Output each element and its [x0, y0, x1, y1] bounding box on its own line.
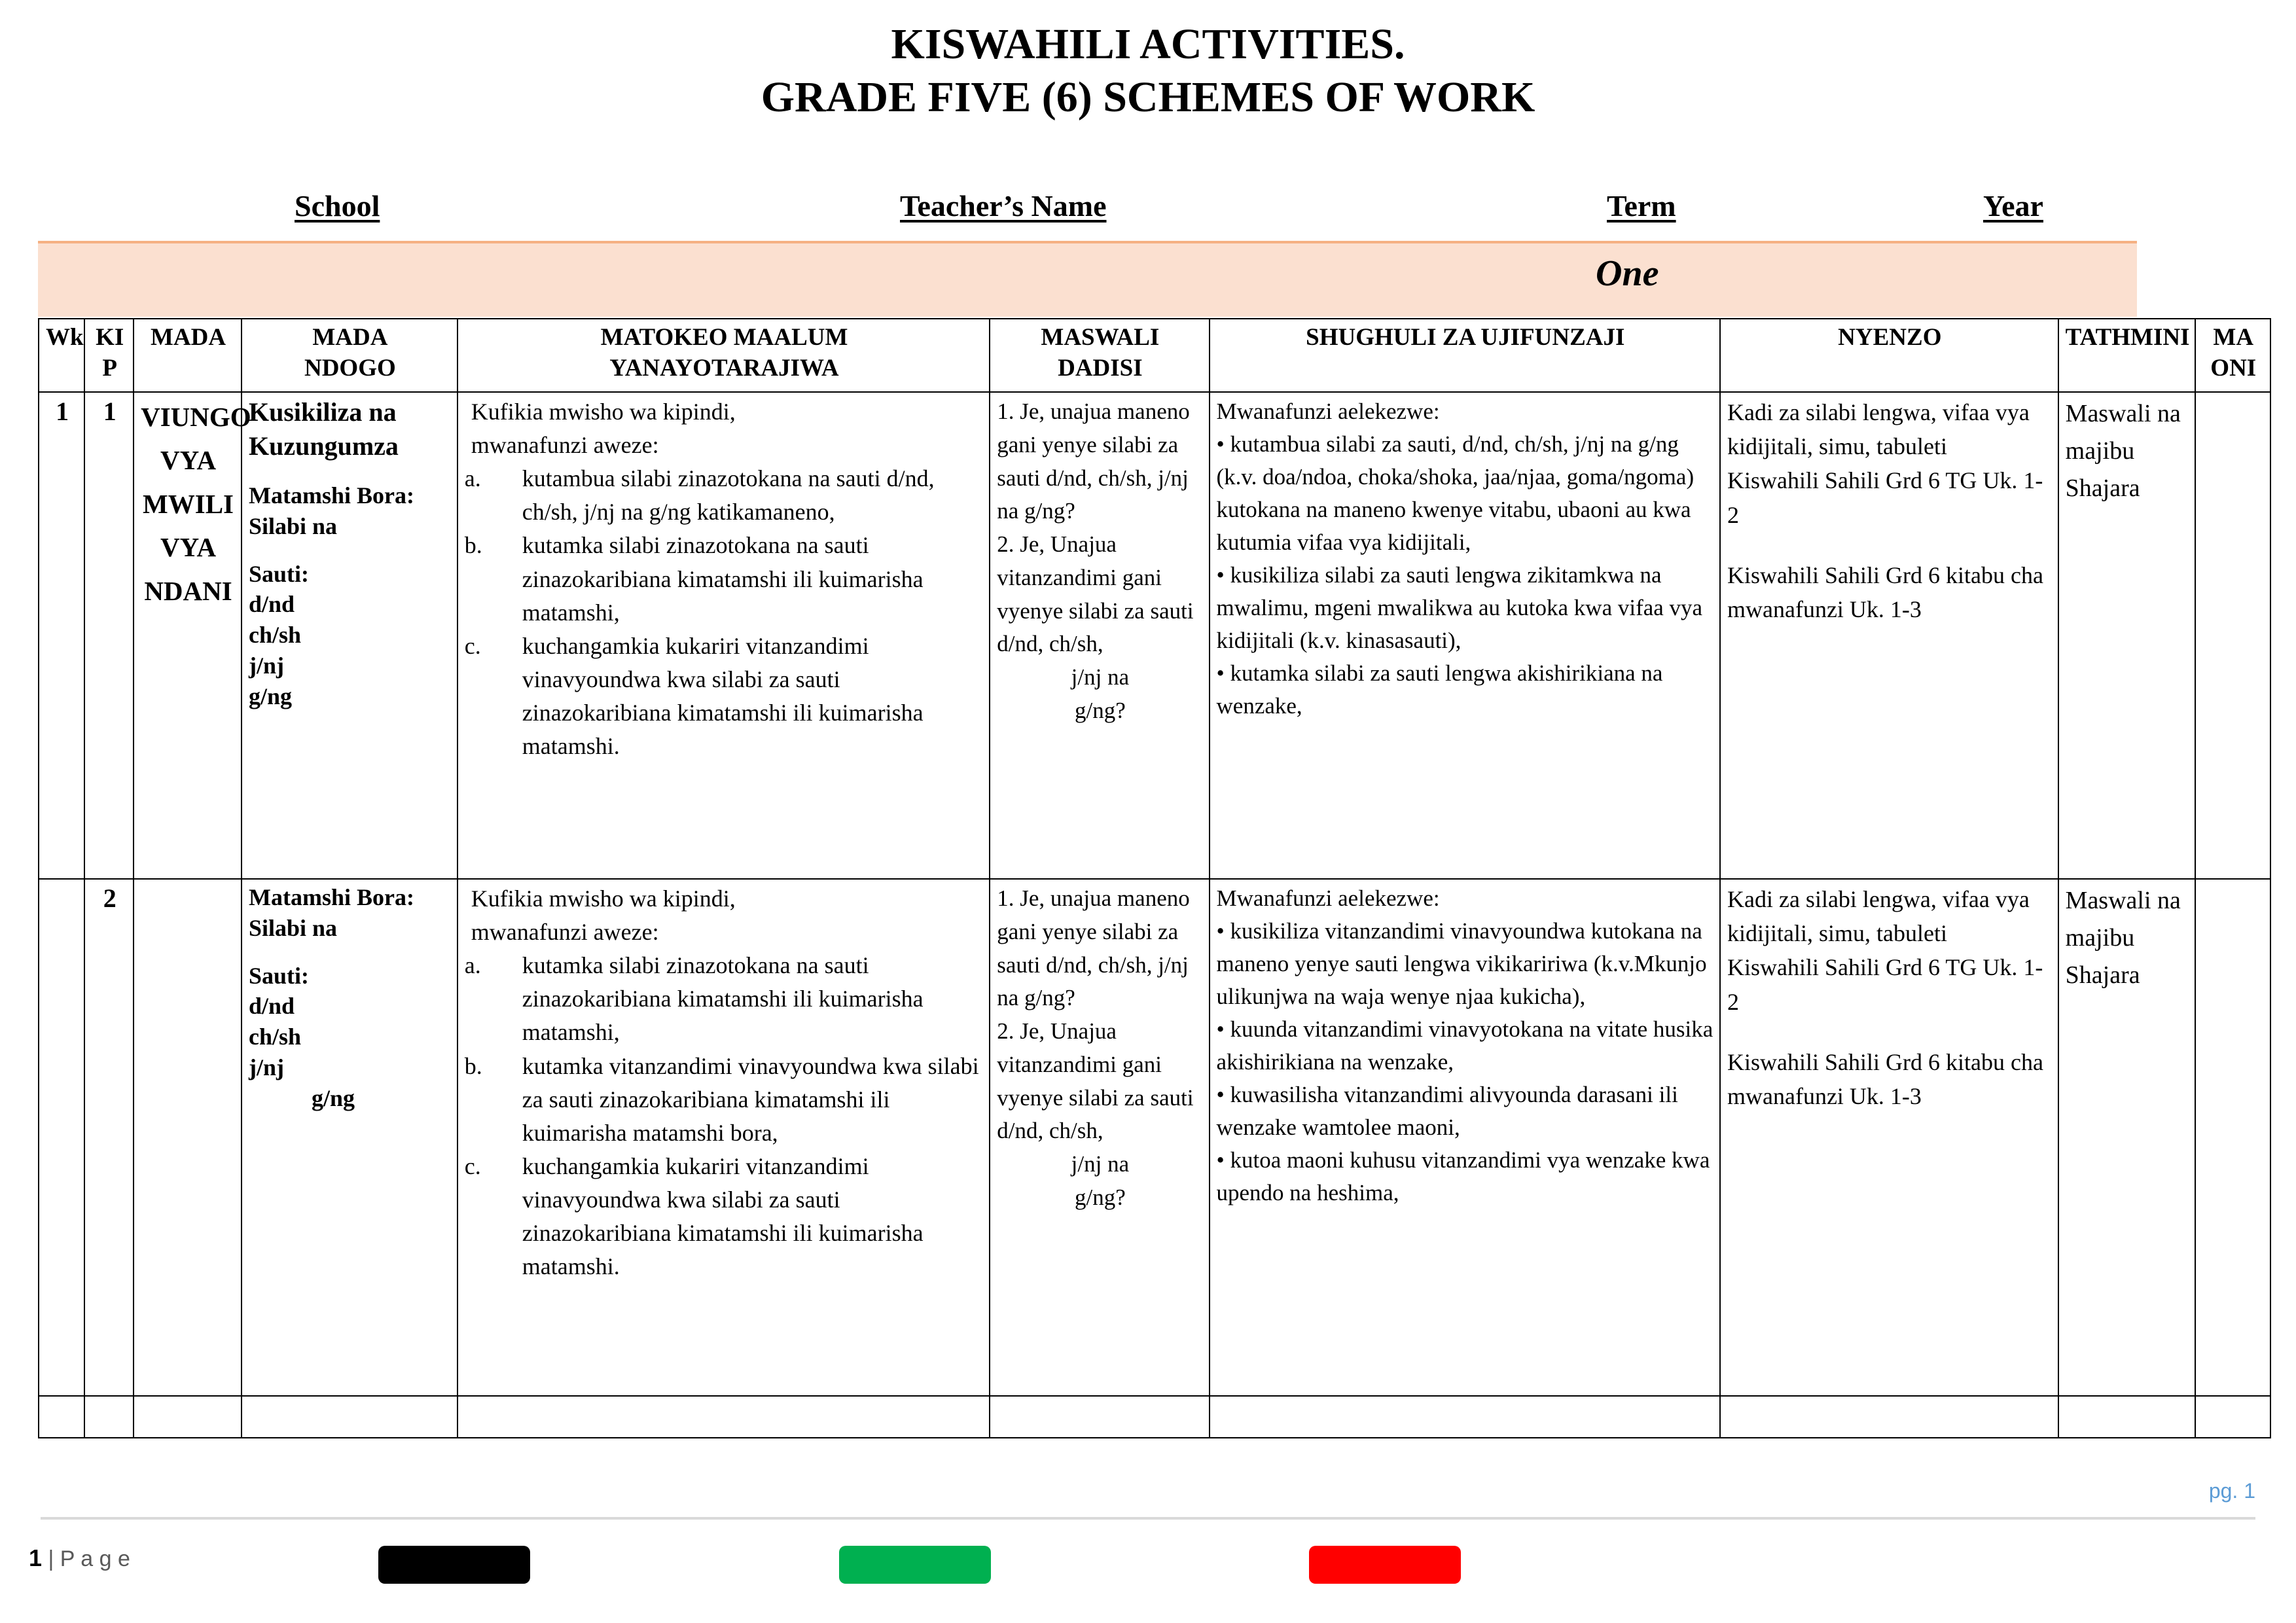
list-item — [465, 1050, 984, 1150]
ndogo-sub-1b: Silabi na — [248, 914, 338, 941]
spacer — [249, 463, 452, 480]
cell-mada-ndogo — [242, 879, 457, 1396]
cell-kip: 1 — [84, 392, 134, 879]
nyenzo-line: Kadi za silabi lengwa, vifaa vya kidijitali, simu, tabuleti — [1727, 399, 2030, 460]
maswali-q1: 1. Je, unajua maneno gani yenye silabi za sauti d/nd, ch/sh, j/nj na g/ng? — [997, 885, 1190, 1011]
cell-matokeo — [457, 392, 990, 879]
spacer — [1727, 1019, 2053, 1045]
cell-wk — [39, 879, 84, 1396]
ndogo-sound-4: g/ng — [311, 1084, 355, 1111]
matokeo-intro-1: Kufikia mwisho wa kipindi, — [471, 399, 736, 425]
shughuli-bullet: • kutoa maoni kuhusu vitanzandimi vya wenzake kwa upendo na heshima, — [1216, 1147, 1710, 1206]
col-header-matokeo-line2: YANAYOTARAJIWA — [609, 355, 839, 382]
cell-tathmini-empty — [2058, 1396, 2195, 1438]
list-item — [465, 529, 984, 629]
table-row — [39, 392, 2270, 879]
tathmini-line: Maswali na majibu — [2065, 400, 2181, 465]
table-body — [39, 392, 2270, 1438]
cell-kip-empty — [84, 1396, 134, 1438]
shughuli-bullet: • kutambua silabi za sauti, d/nd, ch/sh, j/nj na g/ng (k.v. doa/ndoa, choka/shoka, jaa/njaa, goma/ngoma) kutokana na maneno kwenye vitabu, ubaoni au kwa — [1216, 431, 1695, 523]
maswali-q2: 2. Je, Unajua vitanzandimi gani vyenye silabi za sauti d/nd, ch/sh, — [997, 531, 1194, 657]
matokeo-list — [465, 949, 984, 1283]
col-header-mada-label: MADA — [150, 324, 226, 351]
nyenzo-line: Kiswahili Sahili Grd 6 kitabu cha mwanafunzi Uk. 1-3 — [1727, 1048, 2043, 1109]
cell-maoni — [2195, 392, 2270, 879]
cell-shughuli — [1210, 879, 1720, 1396]
footer-divider — [41, 1517, 2255, 1520]
list-marker: b. — [464, 1052, 482, 1079]
ndogo-sub-2: Sauti: — [248, 560, 310, 587]
cell-nyenzo — [1720, 879, 2058, 1396]
nyenzo-line: Kiswahili Sahili Grd 6 kitabu cha mwanafunzi Uk. 1-3 — [1727, 562, 2043, 622]
label-year: Year — [1983, 189, 2043, 223]
nyenzo-line: Kiswahili Sahili Grd 6 TG Uk. 1-2 — [1727, 467, 2043, 528]
ndogo-sound-1: d/nd — [248, 993, 295, 1020]
matokeo-intro-1: Kufikia mwisho wa kipindi, — [471, 885, 736, 912]
list-text: kuchangamkia kukariri vitanzandimi vinavyoundwa kwa silabi za sauti zinazokaribiana kimatamshi ili kuimarisha matamshi. — [522, 1152, 924, 1280]
ndogo-sound-1: d/nd — [248, 591, 295, 618]
col-header-maswali-line1: MASWALI — [1041, 324, 1160, 351]
col-header-maoni — [2195, 319, 2270, 392]
cell-mada-ndogo — [242, 392, 457, 879]
table-row — [39, 879, 2270, 1396]
col-header-wk — [39, 319, 84, 392]
page-label-text: | P a g e — [48, 1546, 130, 1571]
matokeo-list — [465, 462, 984, 763]
col-header-kip — [84, 319, 134, 392]
cell-shughuli — [1210, 392, 1720, 879]
spacer — [1727, 532, 2053, 558]
ndogo-sound-3: j/nj — [248, 1054, 284, 1080]
header-fill-band — [38, 241, 2137, 317]
spacer — [249, 542, 452, 559]
table-header-row — [39, 319, 2270, 392]
term-value: One — [1596, 253, 1659, 294]
col-header-mada-ndogo-line1: MADA — [312, 324, 388, 351]
cell-maoni — [2195, 879, 2270, 1396]
ndogo-sound-2: ch/sh — [248, 622, 302, 649]
cell-nyenzo — [1720, 392, 2058, 879]
col-header-maswali-line2: DADISI — [1058, 355, 1143, 382]
page-note: pg. 1 — [2208, 1479, 2255, 1503]
matokeo-intro-2: mwanafunzi aweze: — [471, 919, 659, 946]
cell-maoni-empty — [2195, 1396, 2270, 1438]
label-term: Term — [1607, 189, 1676, 223]
list-item — [465, 1150, 984, 1283]
list-text: kutambua silabi zinazotokana na sauti d/nd, ch/sh, j/nj na g/ng katikamaneno, — [522, 465, 935, 526]
ndogo-heading: Kusikiliza na Kuzungumza — [248, 397, 399, 461]
document-title — [0, 0, 2296, 124]
spacer — [249, 944, 452, 961]
cell-tathmini — [2058, 392, 2195, 879]
list-marker: b. — [464, 532, 482, 559]
maswali-q2-cont: j/nj na — [1071, 1151, 1130, 1177]
cell-maswali-empty — [990, 1396, 1209, 1438]
col-header-mada-ndogo — [242, 319, 457, 392]
table-header — [39, 319, 2270, 392]
col-header-maswali — [990, 319, 1209, 392]
list-marker: c. — [464, 1152, 481, 1179]
tathmini-line: Maswali na majibu — [2065, 887, 2181, 952]
maswali-q2-end: g/ng? — [1074, 697, 1126, 723]
list-text: kutamka silabi zinazotokana na sauti zinazokaribiana kimatamshi ili kuimarisha matamshi, — [522, 952, 924, 1046]
cell-tathmini — [2058, 879, 2195, 1396]
shughuli-bullet: • kuwasilisha vitanzandimi alivyounda darasani ili wenzake wamtolee maoni, — [1216, 1082, 1678, 1141]
shughuli-bullet: • kuunda vitanzandimi vinavyotokana na vitate husika akishirikiana na wenzake, — [1216, 1016, 1713, 1075]
col-header-nyenzo-label: NYENZO — [1838, 324, 1942, 351]
ndogo-sub-1b: Silabi na — [248, 512, 338, 539]
color-swatch-green — [839, 1546, 991, 1584]
header-labels-row — [0, 188, 2296, 234]
col-header-nyenzo — [1720, 319, 2058, 392]
maswali-q2: 2. Je, Unajua vitanzandimi gani vyenye silabi za sauti d/nd, ch/sh, — [997, 1018, 1194, 1144]
shughuli-bullet: • kutamka silabi za sauti lengwa akishirikiana na wenzake, — [1216, 660, 1663, 719]
ndogo-sub-1: Matamshi Bora: — [248, 482, 414, 508]
list-item — [465, 630, 984, 763]
col-header-mada — [134, 319, 242, 392]
list-text: kuchangamkia kukariri vitanzandimi vinavyoundwa kwa silabi za sauti zinazokaribiana kimatamshi ili kuimarisha matamshi. — [522, 632, 924, 760]
col-header-wk-label: Wk — [46, 324, 84, 351]
nyenzo-line: Kiswahili Sahili Grd 6 TG Uk. 1-2 — [1727, 954, 2043, 1015]
list-text: kutamka silabi zinazotokana na sauti zinazokaribiana kimatamshi ili kuimarisha matamshi, — [522, 532, 924, 626]
col-header-matokeo-line1: MATOKEO MAALUM — [600, 324, 848, 351]
cell-mada-empty — [134, 1396, 242, 1438]
cell-mada-ndogo-empty — [242, 1396, 457, 1438]
color-swatch-red — [1309, 1546, 1461, 1584]
ndogo-sound-2: ch/sh — [248, 1024, 302, 1050]
cell-matokeo-empty — [457, 1396, 990, 1438]
shughuli-intro: Mwanafunzi aelekezwe: — [1216, 399, 1440, 424]
cell-shughuli-empty — [1210, 1396, 1720, 1438]
page-label — [29, 1544, 130, 1572]
label-teacher-name: Teacher’s Name — [900, 189, 1107, 223]
matokeo-intro-2: mwanafunzi aweze: — [471, 432, 659, 459]
col-header-shughuli — [1210, 319, 1720, 392]
cell-mada — [134, 879, 242, 1396]
schemes-of-work-table — [38, 318, 2271, 1438]
tathmini-line: Shajara — [2065, 474, 2140, 502]
list-item — [465, 949, 984, 1049]
tathmini-line: Shajara — [2065, 961, 2140, 989]
col-header-maoni-line1: MA — [2213, 324, 2254, 351]
cell-maswali-dadisi — [990, 879, 1209, 1396]
shughuli-intro: Mwanafunzi aelekezwe: — [1216, 885, 1440, 911]
title-line-2: GRADE FIVE (6) SCHEMES OF WORK — [761, 73, 1535, 121]
shughuli-bullet: • kusikiliza silabi za sauti lengwa zikitamkwa na mwalimu, mgeni mwalikwa au kutoka kwa vifaa vya kidijitali (k.v. kinasasauti), — [1216, 562, 1703, 654]
col-header-tathmini-label: TATHMINI — [2065, 324, 2190, 351]
cell-wk-empty — [39, 1396, 84, 1438]
maswali-q2-end: g/ng? — [1074, 1184, 1126, 1210]
col-header-mada-ndogo-line2: NDOGO — [304, 355, 396, 382]
ndogo-sub-1: Matamshi Bora: — [248, 884, 414, 910]
col-header-tathmini — [2058, 319, 2195, 392]
title-line-1: KISWAHILI ACTIVITIES. — [891, 20, 1405, 68]
shughuli-bullet: • kusikiliza vitanzandimi vinavyoundwa kutokana na maneno yenye sauti lengwa vikikaririwa (k.v.Mkunjo ulikunjwa na waja wenye njaa kukicha), — [1216, 918, 1707, 1010]
col-header-kip-line1: KI — [96, 324, 124, 351]
shughuli-bullet: kutumia vifaa vya kidijitali, — [1216, 529, 1471, 556]
table-row-empty — [39, 1396, 2270, 1438]
cell-matokeo — [457, 879, 990, 1396]
list-item — [465, 462, 984, 529]
list-text: kutamka vitanzandimi vinavyoundwa kwa silabi za sauti zinazokaribiana kimatamshi ili kuimarisha matamshi bora, — [522, 1052, 979, 1146]
col-header-kip-line2: P — [102, 355, 118, 382]
cell-mada: VIUNGO VYA MWILI VYA NDANI — [134, 392, 242, 879]
cell-nyenzo-empty — [1720, 1396, 2058, 1438]
cell-wk: 1 — [39, 392, 84, 879]
cell-maswali-dadisi — [990, 392, 1209, 879]
maswali-q2-cont: j/nj na — [1071, 664, 1130, 690]
label-school: School — [295, 189, 380, 223]
col-header-matokeo — [457, 319, 990, 392]
col-header-maoni-line2: ONI — [2210, 355, 2257, 382]
nyenzo-line: Kadi za silabi lengwa, vifaa vya kidijitali, simu, tabuleti — [1727, 886, 2030, 947]
color-swatch-black — [378, 1546, 530, 1584]
list-marker: a. — [464, 952, 481, 979]
ndogo-sound-4: g/ng — [248, 683, 293, 709]
footer — [0, 1529, 2296, 1601]
page-label-number: 1 — [29, 1544, 43, 1571]
list-marker: c. — [464, 632, 481, 659]
ndogo-sound-3: j/nj — [248, 652, 284, 679]
maswali-q1: 1. Je, unajua maneno gani yenye silabi za sauti d/nd, ch/sh, j/nj na g/ng? — [997, 399, 1190, 524]
cell-kip: 2 — [84, 879, 134, 1396]
list-marker: a. — [464, 465, 481, 492]
col-header-shughuli-label: SHUGHULI ZA UJIFUNZAJI — [1306, 324, 1625, 351]
ndogo-sub-2: Sauti: — [248, 962, 310, 989]
